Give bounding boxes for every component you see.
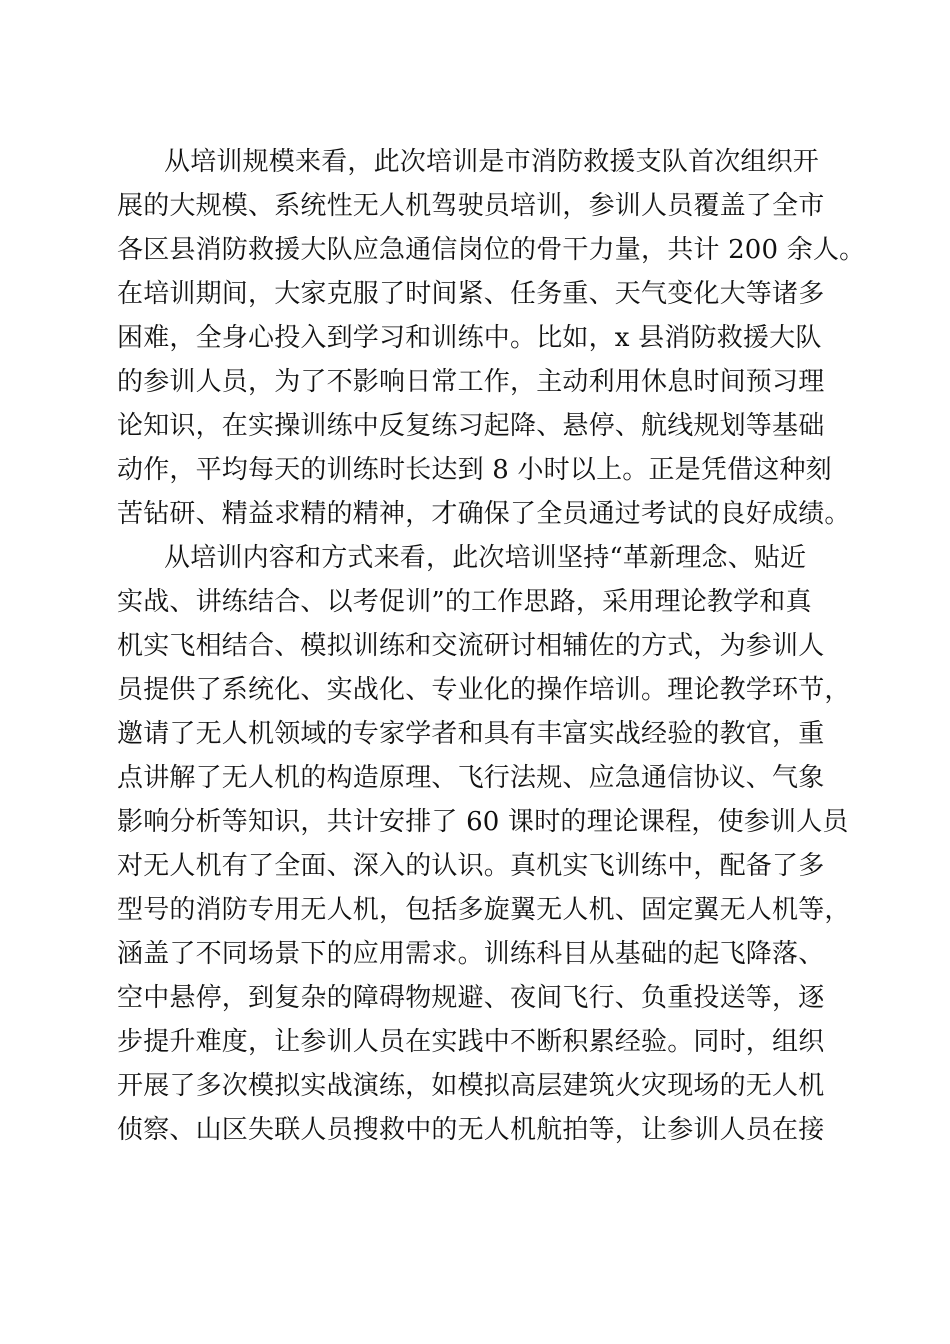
paragraph-1-line-9: 苦钻研、精益求精的精神，才确保了全员通过考试的良好成绩。	[117, 499, 851, 529]
paragraph-2-line-4: 员提供了系统化、实战化、专业化的操作培训。理论教学环节，	[117, 675, 851, 705]
paragraph-2-line-9: 型号的消防专用无人机，包括多旋翼无人机、固定翼无人机等，	[117, 895, 851, 925]
paragraph-1-line-1: 从培训规模来看，此次培训是市消防救援支队首次组织开	[164, 147, 820, 177]
paragraph-2-line-1: 从培训内容和方式来看，此次培训坚持“革新理念、贴近	[164, 543, 807, 573]
paragraph-2-line-8: 对无人机有了全面、深入的认识。真机实飞训练中，配备了多	[117, 851, 825, 881]
paragraph-2-line-12: 步提升难度，让参训人员在实践中不断积累经验。同时，组织	[117, 1027, 825, 1057]
paragraph-2-line-11: 空中悬停，到复杂的障碍物规避、夜间飞行、负重投送等，逐	[117, 983, 825, 1013]
paragraph-2-line-13: 开展了多次模拟实战演练，如模拟高层建筑火灾现场的无人机	[117, 1071, 825, 1101]
paragraph-2-line-2: 实战、讲练结合、以考促训”的工作思路，采用理论教学和真	[117, 587, 812, 617]
paragraph-2-line-5: 邀请了无人机领域的专家学者和具有丰富实战经验的教官，重	[117, 719, 825, 749]
paragraph-1-line-4: 在培训期间，大家克服了时间紧、任务重、天气变化大等诸多	[117, 279, 825, 309]
paragraph-2-line-7: 影响分析等知识，共计安排了 60 课时的理论课程，使参训人员	[117, 807, 849, 837]
paragraph-2-line-10: 涵盖了不同场景下的应用需求。训练科目从基础的起飞降落、	[117, 939, 825, 969]
paragraph-1-line-3: 各区县消防救援大队应急通信岗位的骨干力量，共计 200 余人。	[117, 235, 866, 265]
paragraph-1-line-2: 展的大规模、系统性无人机驾驶员培训，参训人员覆盖了全市	[117, 191, 825, 221]
paragraph-2-line-14: 侦察、山区失联人员搜救中的无人机航拍等，让参训人员在接	[117, 1115, 825, 1145]
paragraph-1-line-7: 论知识，在实操训练中反复练习起降、悬停、航线规划等基础	[117, 411, 825, 441]
paragraph-1-line-6: 的参训人员，为了不影响日常工作，主动利用休息时间预习理	[117, 367, 825, 397]
paragraph-1-line-5: 困难，全身心投入到学习和训练中。比如，x 县消防救援大队	[117, 323, 822, 353]
paragraph-2-line-6: 点讲解了无人机的构造原理、飞行法规、应急通信协议、气象	[117, 763, 825, 793]
paragraph-1-line-8: 动作，平均每天的训练时长达到 8 小时以上。正是凭借这种刻	[117, 455, 832, 485]
paragraph-2-line-3: 机实飞相结合、模拟训练和交流研讨相辅佐的方式，为参训人	[117, 631, 825, 661]
